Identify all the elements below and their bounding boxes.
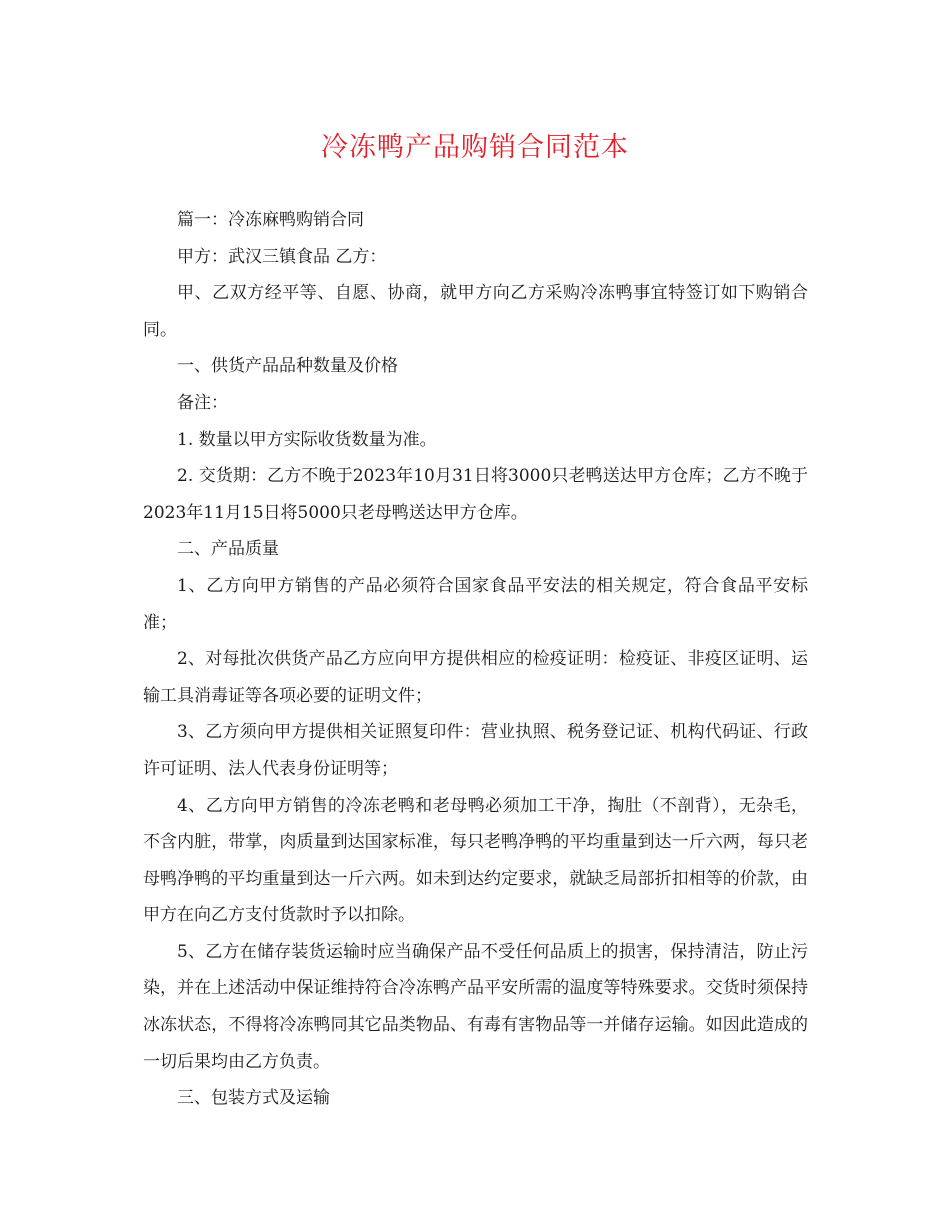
list-item: 1、乙方向甲方销售的产品必须符合国家食品平安法的相关规定，符合食品平安标准；	[143, 575, 808, 633]
list-item: 2、对每批次供货产品乙方应向甲方提供相应的检疫证明：检疫证、非疫区证明、运输工具消毒证等各项必要的证明文件；	[143, 649, 808, 706]
section-heading: 一、供货产品品种数量及价格	[177, 356, 398, 377]
list-item: 4、乙方向甲方销售的冷冻老鸭和老母鸭必须加工干净，掏肚（不剖背），无杂毛，不含内脏，带掌，肉质量到达国家标准，每只老鸭净鸭的平均重量到达一斤六两，每只老母鸭净鸭的平均重量到达一斤六两。如未到达约定要求，就缺乏局部折扣相等的价款，由甲方在向乙方支付货款时予以扣除。	[143, 795, 808, 926]
list-item: 1. 数量以甲方实际收货数量为准。	[177, 429, 437, 450]
list-item: 3、乙方须向甲方提供相关证照复印件：营业执照、税务登记证、机构代码证、行政许可证明、法人代表身份证明等；	[143, 722, 808, 779]
document-title: 冷冻鸭产品购销合同范本	[321, 132, 629, 163]
document-body	[143, 202, 808, 1117]
paragraph: 篇一：冷冻麻鸭购销合同	[177, 210, 364, 230]
paragraph: 备注：	[177, 392, 228, 413]
list-item: 5、乙方在储存装货运输时应当确保产品不受任何品质上的损害，保持清洁，防止污染，并在上述活动中保证维持符合冷冻鸭产品平安所需的温度等特殊要求。交货时须保持冰冻状态，不得将冷冻鸭同其它品类物品、有毒有害物品等一并储存运输。如因此造成的一切后果均由乙方负责。	[143, 941, 808, 1072]
list-item: 2. 交货期：乙方不晚于2023年10月31日将3000只老鸭送达甲方仓库；乙方不晚于2023年11月15日将5000只老母鸭送达甲方仓库。	[143, 466, 808, 523]
section-heading: 二、产品质量	[177, 539, 279, 560]
paragraph: 甲方：武汉三镇食品 乙方：	[177, 246, 387, 267]
section-heading: 三、包装方式及运输	[177, 1088, 330, 1109]
paragraph: 甲、乙双方经平等、自愿、协商，就甲方向乙方采购冷冻鸭事宜特签订如下购销合同。	[143, 283, 808, 340]
